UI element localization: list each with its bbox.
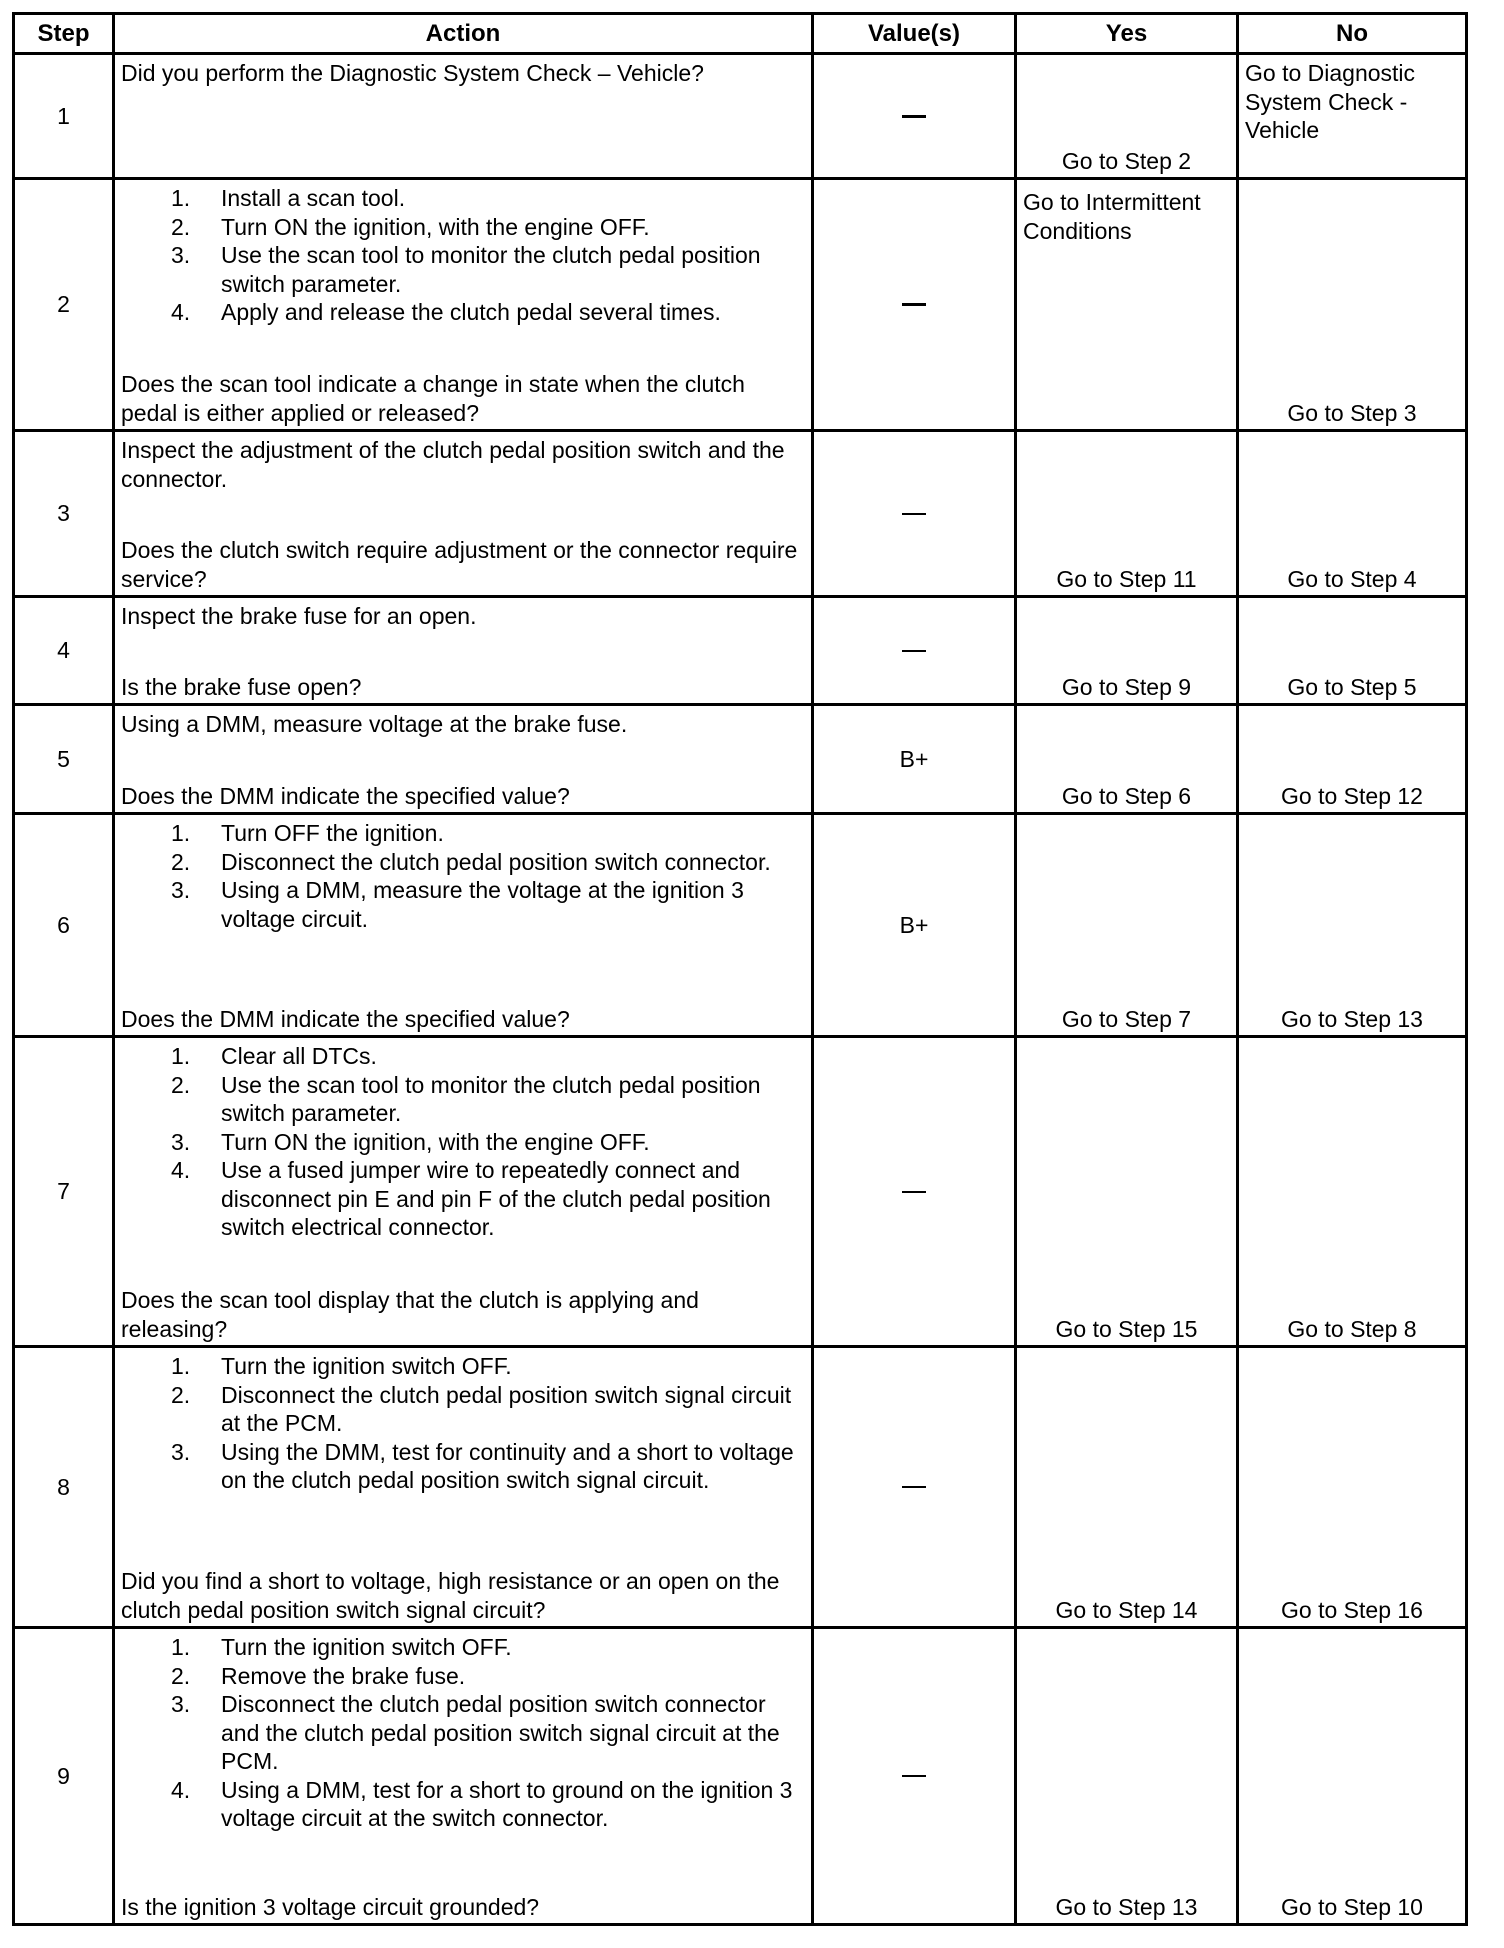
no-cell: Go to Step 10 xyxy=(1281,1893,1423,1920)
question-text: Is the brake fuse open? xyxy=(121,673,362,700)
yes-cell: Go to Step 9 xyxy=(1061,673,1192,700)
action-cell xyxy=(115,598,811,703)
no-cell: Go to Step 4 xyxy=(1287,565,1417,592)
diagnostic-table xyxy=(12,12,1468,1926)
action-steps xyxy=(121,1042,805,1242)
no-cell: Go to Diagnostic System Check - Vehicle xyxy=(1245,60,1416,143)
value-cell: B+ xyxy=(899,911,929,938)
action-step: Turn the ignition switch OFF. xyxy=(221,1634,512,1660)
action-step: Turn ON the ignition, with the engine OFF. xyxy=(221,1128,650,1155)
action-step: Turn the ignition switch OFF. xyxy=(221,1353,512,1379)
question-text: Does the scan tool indicate a change in state when the clutch pedal is either applied or released? xyxy=(121,371,745,426)
step-number: 9 xyxy=(57,1762,70,1789)
header-action: Action xyxy=(425,19,501,47)
step-number: 1 xyxy=(57,102,70,129)
value-dash xyxy=(902,1486,926,1488)
value-cell xyxy=(814,432,1014,595)
question-text: Does the DMM indicate the specified value? xyxy=(121,782,570,809)
no-cell: Go to Step 5 xyxy=(1287,673,1417,700)
action-step: Use the scan tool to monitor the clutch pedal position switch parameter. xyxy=(221,242,761,297)
value-dash xyxy=(902,1191,926,1193)
action-cell xyxy=(115,180,811,429)
question-text: Does the clutch switch require adjustment or the connector require service? xyxy=(121,537,798,592)
value-dash xyxy=(902,115,926,118)
action-steps xyxy=(121,184,805,327)
step-number: 5 xyxy=(57,745,70,772)
yes-cell: Go to Step 2 xyxy=(1061,147,1192,174)
action-step: Use the scan tool to monitor the clutch pedal position switch parameter. xyxy=(221,1071,761,1126)
step-number: 2 xyxy=(57,291,70,318)
action-step: Turn ON the ignition, with the engine OFF. xyxy=(221,213,650,240)
yes-cell: Go to Step 15 xyxy=(1055,1315,1198,1342)
value-cell xyxy=(814,180,1014,429)
no-cell: Go to Step 13 xyxy=(1281,1005,1423,1032)
action-steps xyxy=(121,819,805,933)
value-cell xyxy=(814,55,1014,177)
yes-cell: Go to Step 14 xyxy=(1055,1596,1198,1623)
action-step: Using a DMM, test for a short to ground on the ignition 3 voltage circuit at the switch connector. xyxy=(221,1776,793,1831)
header-no: No xyxy=(1336,19,1368,47)
question-text: Does the scan tool display that the clutch is applying and releasing? xyxy=(121,1287,699,1342)
intro-text: Inspect the adjustment of the clutch pedal position switch and the connector. xyxy=(121,437,785,492)
value-cell xyxy=(814,598,1014,703)
question-text: Does the DMM indicate the specified value? xyxy=(121,1005,570,1032)
step-number: 3 xyxy=(57,500,70,527)
action-step: Remove the brake fuse. xyxy=(221,1662,466,1689)
header-yes: Yes xyxy=(1105,19,1148,47)
intro-text: Inspect the brake fuse for an open. xyxy=(121,603,477,629)
value-dash xyxy=(902,513,926,515)
action-cell xyxy=(115,432,811,595)
action-step: Apply and release the clutch pedal several times. xyxy=(221,299,721,325)
action-cell xyxy=(115,1629,811,1923)
question-text: Did you perform the Diagnostic System Check – Vehicle? xyxy=(121,60,704,86)
yes-cell: Go to Step 11 xyxy=(1056,565,1197,592)
yes-cell: Go to Intermittent Conditions xyxy=(1023,189,1201,244)
action-cell xyxy=(115,55,811,177)
action-cell xyxy=(115,1038,811,1345)
yes-cell: Go to Step 7 xyxy=(1061,1005,1192,1032)
step-number: 6 xyxy=(57,911,70,938)
action-step: Clear all DTCs. xyxy=(221,1043,377,1069)
value-dash xyxy=(902,650,926,652)
action-step: Use a fused jumper wire to repeatedly connect and disconnect pin E and pin F of the clutch pedal position switch electrical connector. xyxy=(221,1157,771,1240)
step-number: 7 xyxy=(57,1178,70,1205)
yes-cell: Go to Step 13 xyxy=(1055,1893,1198,1920)
action-step: Using the DMM, test for continuity and a short to voltage on the clutch pedal position switch signal circuit. xyxy=(221,1438,794,1493)
value-cell xyxy=(814,1629,1014,1923)
action-steps xyxy=(121,1633,805,1833)
action-step: Disconnect the clutch pedal position switch connector and the clutch pedal position switch signal circuit at the PCM. xyxy=(221,1691,780,1774)
step-number: 4 xyxy=(57,637,70,664)
no-cell: Go to Step 16 xyxy=(1281,1596,1423,1623)
action-cell xyxy=(115,1348,811,1626)
action-cell xyxy=(115,815,811,1035)
action-step: Disconnect the clutch pedal position switch signal circuit at the PCM. xyxy=(221,1381,792,1436)
intro-text: Using a DMM, measure voltage at the brake fuse. xyxy=(121,711,628,737)
question-text: Did you find a short to voltage, high resistance or an open on the clutch pedal position switch signal circuit? xyxy=(121,1568,780,1623)
action-steps xyxy=(121,1352,805,1495)
no-cell: Go to Step 3 xyxy=(1287,399,1417,426)
action-step: Install a scan tool. xyxy=(221,185,406,211)
value-dash xyxy=(902,303,926,306)
no-cell: Go to Step 8 xyxy=(1287,1315,1417,1342)
value-cell xyxy=(814,1348,1014,1626)
question-text: Is the ignition 3 voltage circuit grounded? xyxy=(121,1893,540,1920)
no-cell: Go to Step 12 xyxy=(1281,782,1423,809)
value-dash xyxy=(902,1775,926,1777)
action-step: Disconnect the clutch pedal position switch connector. xyxy=(221,848,771,875)
yes-cell: Go to Step 6 xyxy=(1061,782,1192,809)
value-cell: B+ xyxy=(899,745,929,772)
action-cell xyxy=(115,706,811,812)
header-values: Value(s) xyxy=(867,19,961,47)
step-number: 8 xyxy=(57,1473,70,1500)
action-step: Turn OFF the ignition. xyxy=(221,820,444,846)
action-step: Using a DMM, measure the voltage at the ignition 3 voltage circuit. xyxy=(221,877,744,932)
header-step: Step xyxy=(37,19,90,47)
value-cell xyxy=(814,1038,1014,1345)
